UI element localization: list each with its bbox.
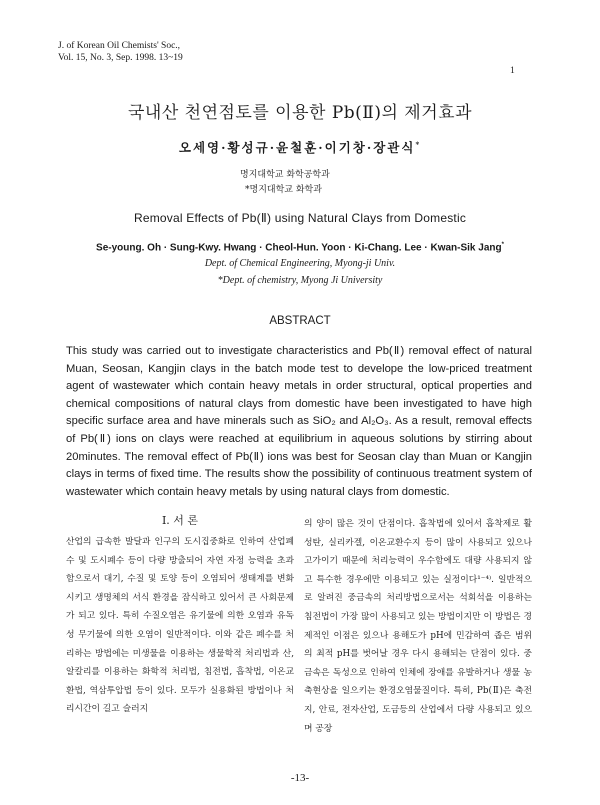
korean-title: 국내산 천연점토를 이용한 Pb(Ⅱ)의 제거효과 <box>127 103 472 123</box>
body-column-right <box>304 515 532 738</box>
english-authors <box>0 242 600 253</box>
journal-citation-line1: J. of Korean Oil Chemists' Soc., <box>58 41 181 51</box>
english-authors-names: Se-young. Oh · Sung-Kwy. Hwang · Cheol-Hun. Yoon · Ki-Chang. Lee · Kwan-Sik Jang <box>96 242 502 254</box>
korean-authors-mark: * <box>415 139 422 149</box>
body-column-left <box>66 513 294 719</box>
korean-authors-names: 오세영·황성규·윤철훈·이기창·장관식 <box>178 140 416 155</box>
english-authors-mark: * <box>501 242 504 248</box>
journal-citation <box>58 40 183 64</box>
introduction-paragraph-left: 산업의 급속한 발달과 인구의 도시집중화로 인하여 산업폐수 및 도시폐수 등이 다량 방출되어 자연 자정 능력을 초과함으로서 대기, 수질 및 토양 등이 오염되어 생태계를 변화시키고 생명체의 서식 환경을 잠식하고 있어서 큰 사회문제가 되고 있다. 특히 수질오염은 유기물에 의한 오염과 유독성 무기물에 의한 오염이 일반적이다. 이와 같은 폐수를 처리하는 방법에는 미생물을 이용하는 생물학적 처리법과 산, 알칼리를 이용하는 화학적 처리법, 침전법, 흡착법, 이온교환법, 역삼투압법 등이 있다. 모두가 실용화된 방법이나 처리시간이 길고 슬러지 <box>66 537 294 715</box>
abstract-body: This study was carried out to investigate characteristics and Pb(Ⅱ) removal effect of natural Muan, Seosan, Kangjin clays in the batch mode test to develope the low-priced treatment agent of wastewater which contain heavy metals in order structural, optical properties and chemical compositions of natural clays from domestic have been investigated to have high specific surface area and have minerals such as SiO₂ and Al₂O₃. As a result, removal effects of Pb(Ⅱ) ions on clays were reached at equilibrium in aqueous solutions by stirring about 20minutes. The removal effect of Pb(Ⅱ) ions was best for Seosan clay than Muan or Kangjin clays in terms of fixed time. The results show the possibility of continuous treatment system of wastewater which contain heavy metals by using natural clays from domestic. <box>66 345 532 498</box>
korean-authors <box>0 138 600 156</box>
abstract-heading: ABSTRACT <box>269 315 331 327</box>
english-affiliation-2: *Dept. of chemistry, Myong Ji University <box>217 275 383 286</box>
english-affiliation-1: Dept. of Chemical Engineering, Myong-ji Univ. <box>204 258 396 269</box>
journal-citation-line2: Vol. 15, No. 3, Sep. 1998. 13~19 <box>58 53 183 63</box>
page-footer-number: -13- <box>290 772 310 784</box>
korean-affiliation-1: 명지대학교 화학공학과 <box>240 170 330 180</box>
page-number-top: 1 <box>510 66 515 76</box>
introduction-paragraph-right: 의 양이 많은 것이 단점이다. 흡착법에 있어서 흡착제로 활성탄, 실리카겔, 이온교환수지 등이 많이 사용되고 있으나 고가이기 때문에 처리능력이 우수함에도 대량 사용되지 않고 특수한 경우에만 이용되고 있는 실정이다¹⁻⁴⁾. 일반적으로 알려진 중금속의 처리방법으로서는 석회석을 이용하는 침전법이 가장 많이 사용되고 있는 방법이지만 이 방법은 경제적인 이점은 있으나 용해도가 pH에 민감하여 좁은 범위의 최적 pH를 벗어날 경우 다시 용해되는 단점이 있다. 중금속은 독성으로 인하여 인체에 장애를 유발하거나 생물 농축현상을 일으키는 환경오염물질이다. 특히, Pb(Ⅱ)은 축전지, 안료, 전자산업, 도금등의 산업에서 다량 사용되고 있으며 공장 <box>304 519 532 734</box>
section-heading-introduction: Ⅰ. 서 론 <box>161 514 199 527</box>
korean-affiliation-2: *명지대학교 화학과 <box>245 185 322 195</box>
english-title: Removal Effects of Pb(Ⅱ) using Natural Clays from Domestic <box>133 211 467 225</box>
